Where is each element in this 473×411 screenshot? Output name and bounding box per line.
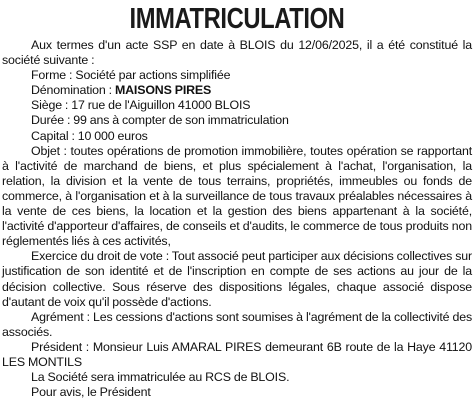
siege-line: Siège : 17 rue de l'Aiguillon 41000 BLOIS (31, 98, 251, 113)
forme-line: Forme : Société par actions simplifiée (31, 68, 231, 83)
rcs-line: La Société sera immatriculée au RCS de BLOIS. (31, 370, 290, 385)
intro-paragraph: Aux termes d'un acte SSP en date à BLOIS du 12/06/2025, il a été constitué la société suivante : (2, 38, 472, 68)
notice-body (2, 38, 472, 400)
duree-line: Durée : 99 ans à compter de son immatriculation (31, 113, 289, 128)
denomination-line (2, 83, 472, 98)
agrement-paragraph: Agrément : Les cessions d'actions sont soumises à l'agrément de la collectivité des associés. (2, 309, 472, 339)
denomination-label: Dénomination : (31, 83, 115, 98)
president-paragraph: Président : Monsieur Luis AMARAL PIRES demeurant 6B route de la Haye 41120 LES MONTILS (2, 339, 472, 369)
notice-title: IMMATRICULATION (129, 3, 345, 35)
company-name: MAISONS PIRES (114, 83, 212, 98)
objet-paragraph: Objet : toutes opérations de promotion immobilière, toutes opération se rapportant à l'activité de marchand de biens, et plus spécialement à l'achat, l'organisation, la relation, la division et la vente de tous terrains, propriétés, immeubles ou fonds de commerce, à l'organisation et à la surveillance de tous travaux préalables nécessaires à la vente de ces biens, la location et la gestion des biens appartenant à la société, l'activité d'apporteur d'affaires, de conseils et d'audits, le commerce de tous produits non réglementés liés à ces activités, (2, 143, 472, 249)
signature-line: Pour avis, le Président (31, 385, 151, 400)
vote-paragraph: Exercice du droit de vote : Tout associé peut participer aux décisions collectives sur justification de son identité et de l'inscription en compte de ses actions au jour de la décision collective. Sous réserve des dispositions légales, chaque associé dispose d'autant de voix qu'il possède d'actions. (2, 249, 472, 309)
capital-line: Capital : 10 000 euros (31, 128, 148, 143)
